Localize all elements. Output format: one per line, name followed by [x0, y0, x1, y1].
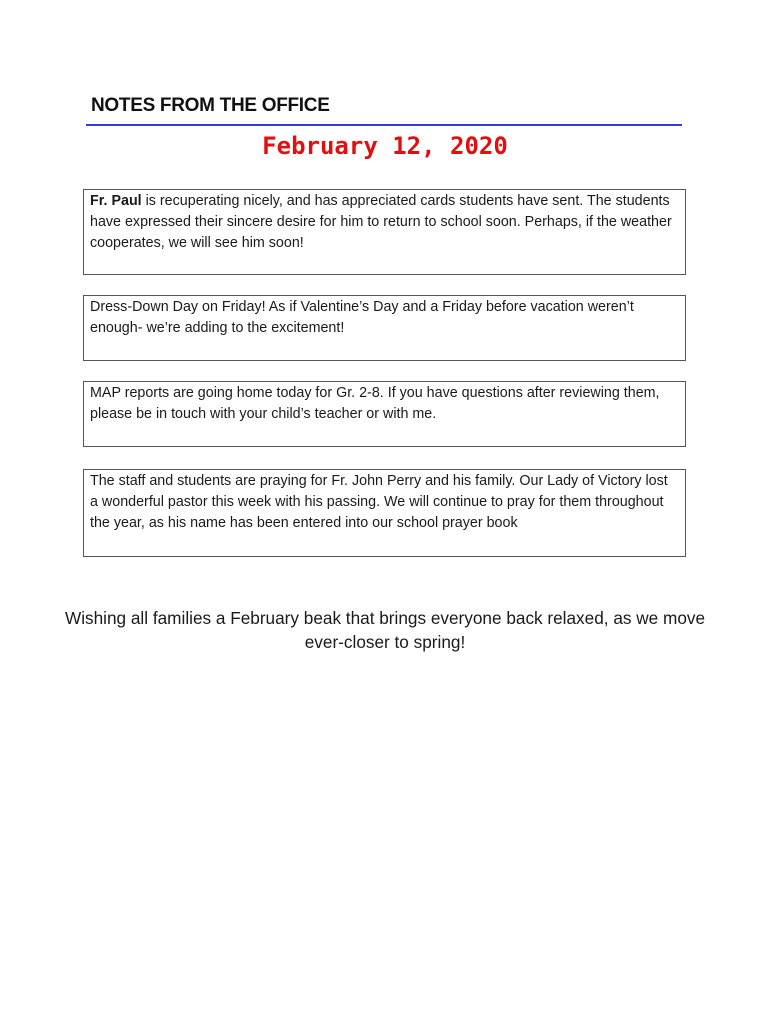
note-box	[83, 381, 686, 447]
newsletter-date: February 12, 2020	[262, 132, 508, 160]
note-box	[83, 189, 686, 275]
note-bold-lead: Fr. Paul	[90, 193, 142, 209]
note-text: The staff and students are praying for Fr. John Perry and his family. Our Lady of Victory lost a wonderful pastor this week with his passing. We will continue to pray for them throughout the year, as his name has been entered into our school prayer book	[90, 473, 668, 531]
note-text: MAP reports are going home today for Gr. 2-8. If you have questions after reviewing them, please be in touch with your child’s teacher or with me.	[90, 385, 660, 422]
page-title: NOTES FROM THE OFFICE	[91, 95, 330, 116]
title-underline	[86, 124, 682, 126]
note-box	[83, 295, 686, 361]
note-box	[83, 469, 686, 557]
note-text: is recuperating nicely, and has appreciated cards students have sent. The students have expressed their sincere desire for him to return to school soon. Perhaps, if the weather cooperates, we will see him soon!	[90, 193, 672, 251]
closing-message: Wishing all families a February beak that brings everyone back relaxed, as we move ever-closer to spring!	[64, 608, 706, 652]
note-text: Dress-Down Day on Friday! As if Valentine’s Day and a Friday before vacation weren’t enough- we’re adding to the excitement!	[90, 299, 634, 336]
